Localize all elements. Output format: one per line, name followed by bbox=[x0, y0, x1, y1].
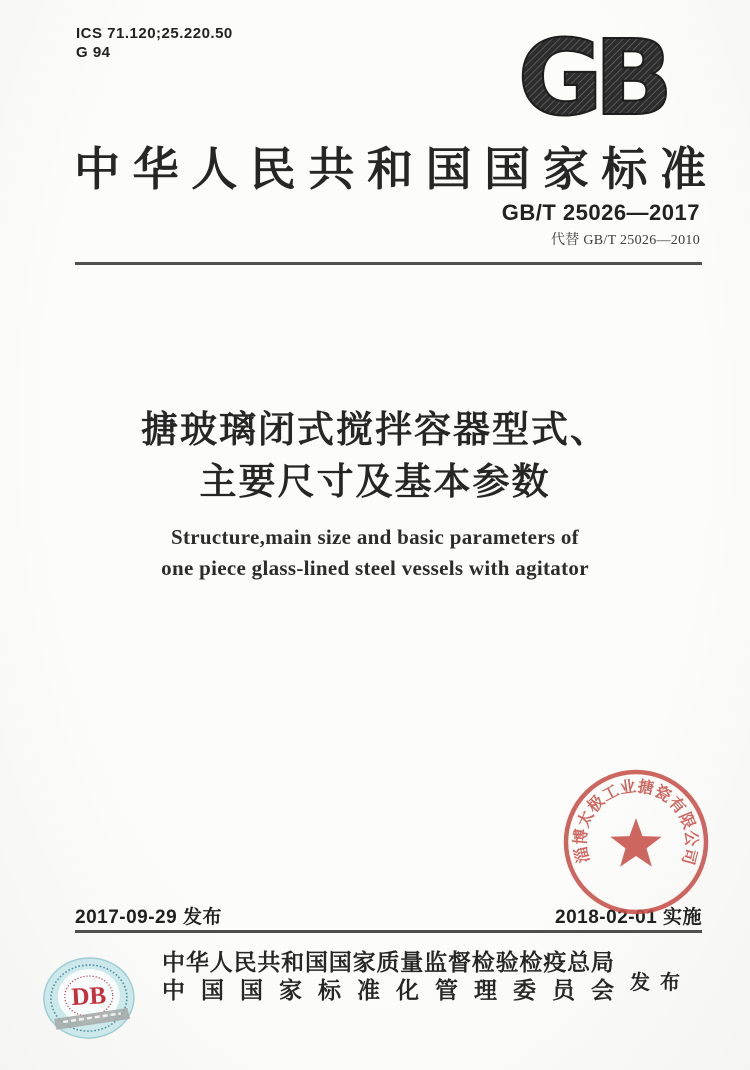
title-en-line1: Structure,main size and basic parameters of bbox=[171, 525, 579, 549]
stamp-graphic bbox=[566, 772, 706, 912]
star-icon bbox=[610, 818, 661, 867]
ics-code: ICS 71.120;25.220.50 bbox=[76, 25, 233, 42]
anti-counterfeit-sticker-icon bbox=[38, 951, 143, 1048]
standard-number-block bbox=[502, 200, 700, 249]
title-zh-line2: 主要尺寸及基本参数 bbox=[199, 461, 551, 502]
gb-logo-icon bbox=[492, 28, 690, 128]
issue-date: 2017-09-29 发布 bbox=[75, 907, 222, 928]
document-title-zh bbox=[0, 404, 750, 508]
replaces-note: 代替 GB/T 25026—2010 bbox=[550, 233, 700, 248]
gb-logo-text: GB bbox=[517, 28, 665, 128]
page-title: 中 华 人 民 共 和 国 国 家 标 准 bbox=[74, 144, 706, 195]
issuer-line2: 中 国 国 家 标 准 化 管 理 委 员 会 bbox=[162, 978, 614, 1003]
header-rule bbox=[75, 262, 702, 265]
footer-rule bbox=[75, 930, 702, 933]
class-code: G 94 bbox=[76, 44, 111, 61]
document-title-en bbox=[0, 522, 750, 584]
standard-number: GB/T 25026—2017 bbox=[501, 200, 700, 225]
publish-label: 发 布 bbox=[630, 972, 680, 994]
implement-date: 2018-02-01 实施 bbox=[555, 907, 702, 928]
issuer-line1: 中 华 人 民 共 和 国 国 家 质 量 监 督 检 验 检 疫 总 局 bbox=[162, 950, 614, 975]
stamp-company-text: 淄博太极工业搪瓷有限公司 bbox=[572, 778, 700, 867]
sticker-emblem-icon: DB bbox=[70, 982, 107, 1011]
ics-block bbox=[76, 24, 233, 62]
title-zh-line1: 搪玻璃闭式搅拌容器型式、 bbox=[141, 409, 609, 450]
title-en-line2: one piece glass-lined steel vessels with agitator bbox=[161, 556, 589, 580]
issuer-block bbox=[162, 949, 614, 1005]
company-stamp bbox=[560, 766, 712, 918]
